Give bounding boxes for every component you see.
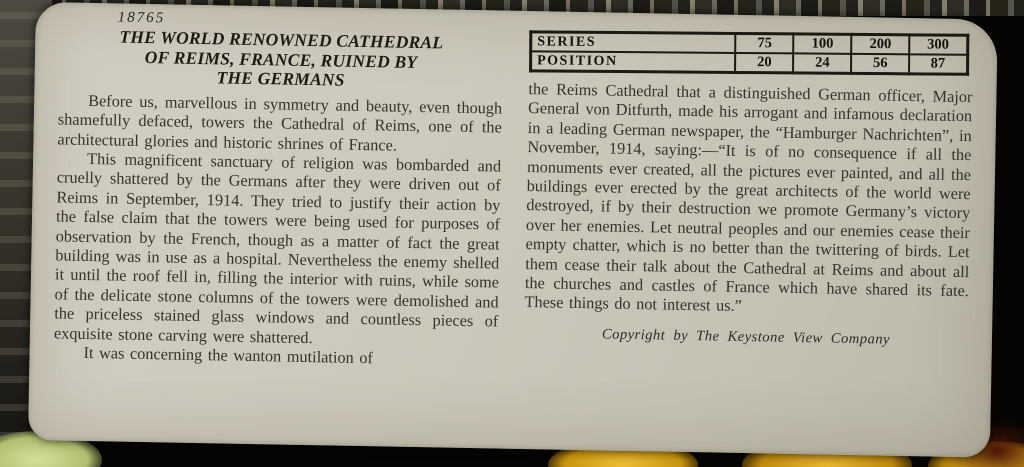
position-value: 24 [793,53,851,73]
series-value: 200 [851,34,909,54]
card-title-line: THE GERMANS [216,67,345,90]
series-label: SERIES [531,32,736,53]
series-value: 300 [909,35,967,55]
stereograph-card-back [28,2,998,458]
copyright-line: Copyright by The Keystone View Company [601,326,891,348]
series-position-table [529,30,969,75]
paragraph: This magnificent sanctuary of religion was bombarded and cruelly shattered by the Germans after they were driven out of Reims in September, 1914. They tried to justify their action by the false claim that the towers were being used for purposes of observation by the French, though as a matter of fact the great building was in use as a hospital. Nevertheless the enemy shelled it until the roof fell in, filling the interior with ruins, while some of the delicate stone columns of the towers were demolished and the priceless stained glass windows and countless pieces of exquisite stone carving were shattered. [53,148,502,347]
right-text-column [522,17,974,457]
position-value: 20 [735,53,793,73]
position-label: POSITION [531,51,736,72]
position-value: 87 [909,54,967,74]
position-value: 56 [851,54,909,74]
card-title [64,27,497,94]
series-value: 100 [793,34,851,54]
left-text-column [52,8,504,448]
series-value: 75 [736,33,794,53]
table-row [531,51,968,74]
paragraph: Before us, marvellous in symmetry and beauty, even though shamefully defaced, towers the Cathedral of Reims, one of the architectural glories and historic shrines of France. [57,90,503,155]
paragraph: the Reims Cathedral that a distinguished German officer, Major General von Ditfurth, made his arrogant and infamous declaration in a leading German newspaper, the “Hamburger Nachrichten”, in November, 1914, saying:—“It is of no consequence if all the monuments ever created, all the pictures ever painted, and all the buildings ever erected by the great architects of the world were destroyed, if by their destruction we promote Germany’s victory over her enemies. Let neutral peoples and our enemies cease their empty chatter, which is no better than the twittering of birds. Let them cease their talk about the Cathedral at Reims and about all the churches and castles of France which have shared its fate. These things do not interest us.” [524,79,973,316]
card-title-line: OF REIMS, FRANCE, RUINED BY [144,46,418,72]
paragraph: It was concerning the wanton mutilation of [83,342,374,368]
card-number: 18765 [117,9,166,27]
card-title-line: THE WORLD RENOWNED CATHEDRAL [119,26,444,53]
